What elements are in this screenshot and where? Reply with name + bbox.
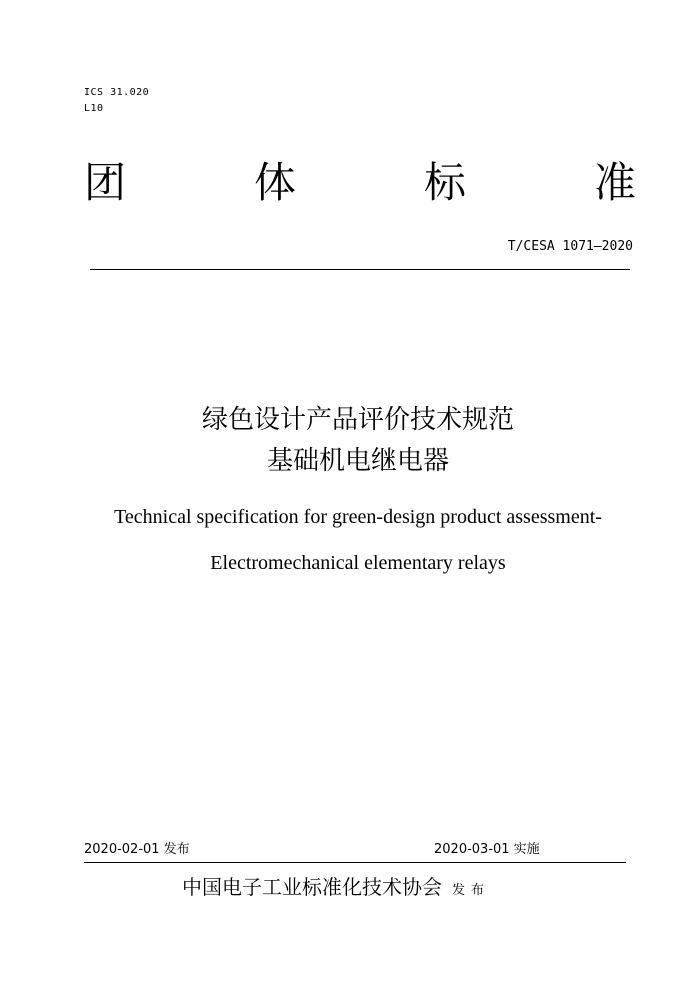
chinese-title-line-2: 基础机电继电器 xyxy=(266,446,449,476)
title-char: 团 xyxy=(84,158,127,207)
header-divider xyxy=(90,269,630,270)
ics-code: ICS 31.020 xyxy=(84,87,150,98)
chinese-title-line-1: 绿色设计产品评价技术规范 xyxy=(201,405,514,435)
issue-date: 2020-02-01 发布 xyxy=(84,842,190,857)
standard-number: T/CESA 1071—2020 xyxy=(507,239,633,254)
title-char: 准 xyxy=(593,158,636,207)
english-title-line-1: Technical specification for green-design product assessment- xyxy=(114,506,602,528)
document-type-title xyxy=(84,158,636,208)
publisher-line xyxy=(182,872,490,906)
classification-code: L10 xyxy=(84,103,104,114)
title-char: 标 xyxy=(423,158,466,207)
footer-divider xyxy=(84,862,626,863)
title-char: 体 xyxy=(253,158,296,207)
implementation-date: 2020-03-01 实施 xyxy=(434,842,540,857)
publisher-name: 中国电子工业标准化技术协会 xyxy=(182,875,442,899)
english-title-line-2: Electromechanical elementary relays xyxy=(210,552,506,574)
publish-label: 发布 xyxy=(452,883,491,898)
